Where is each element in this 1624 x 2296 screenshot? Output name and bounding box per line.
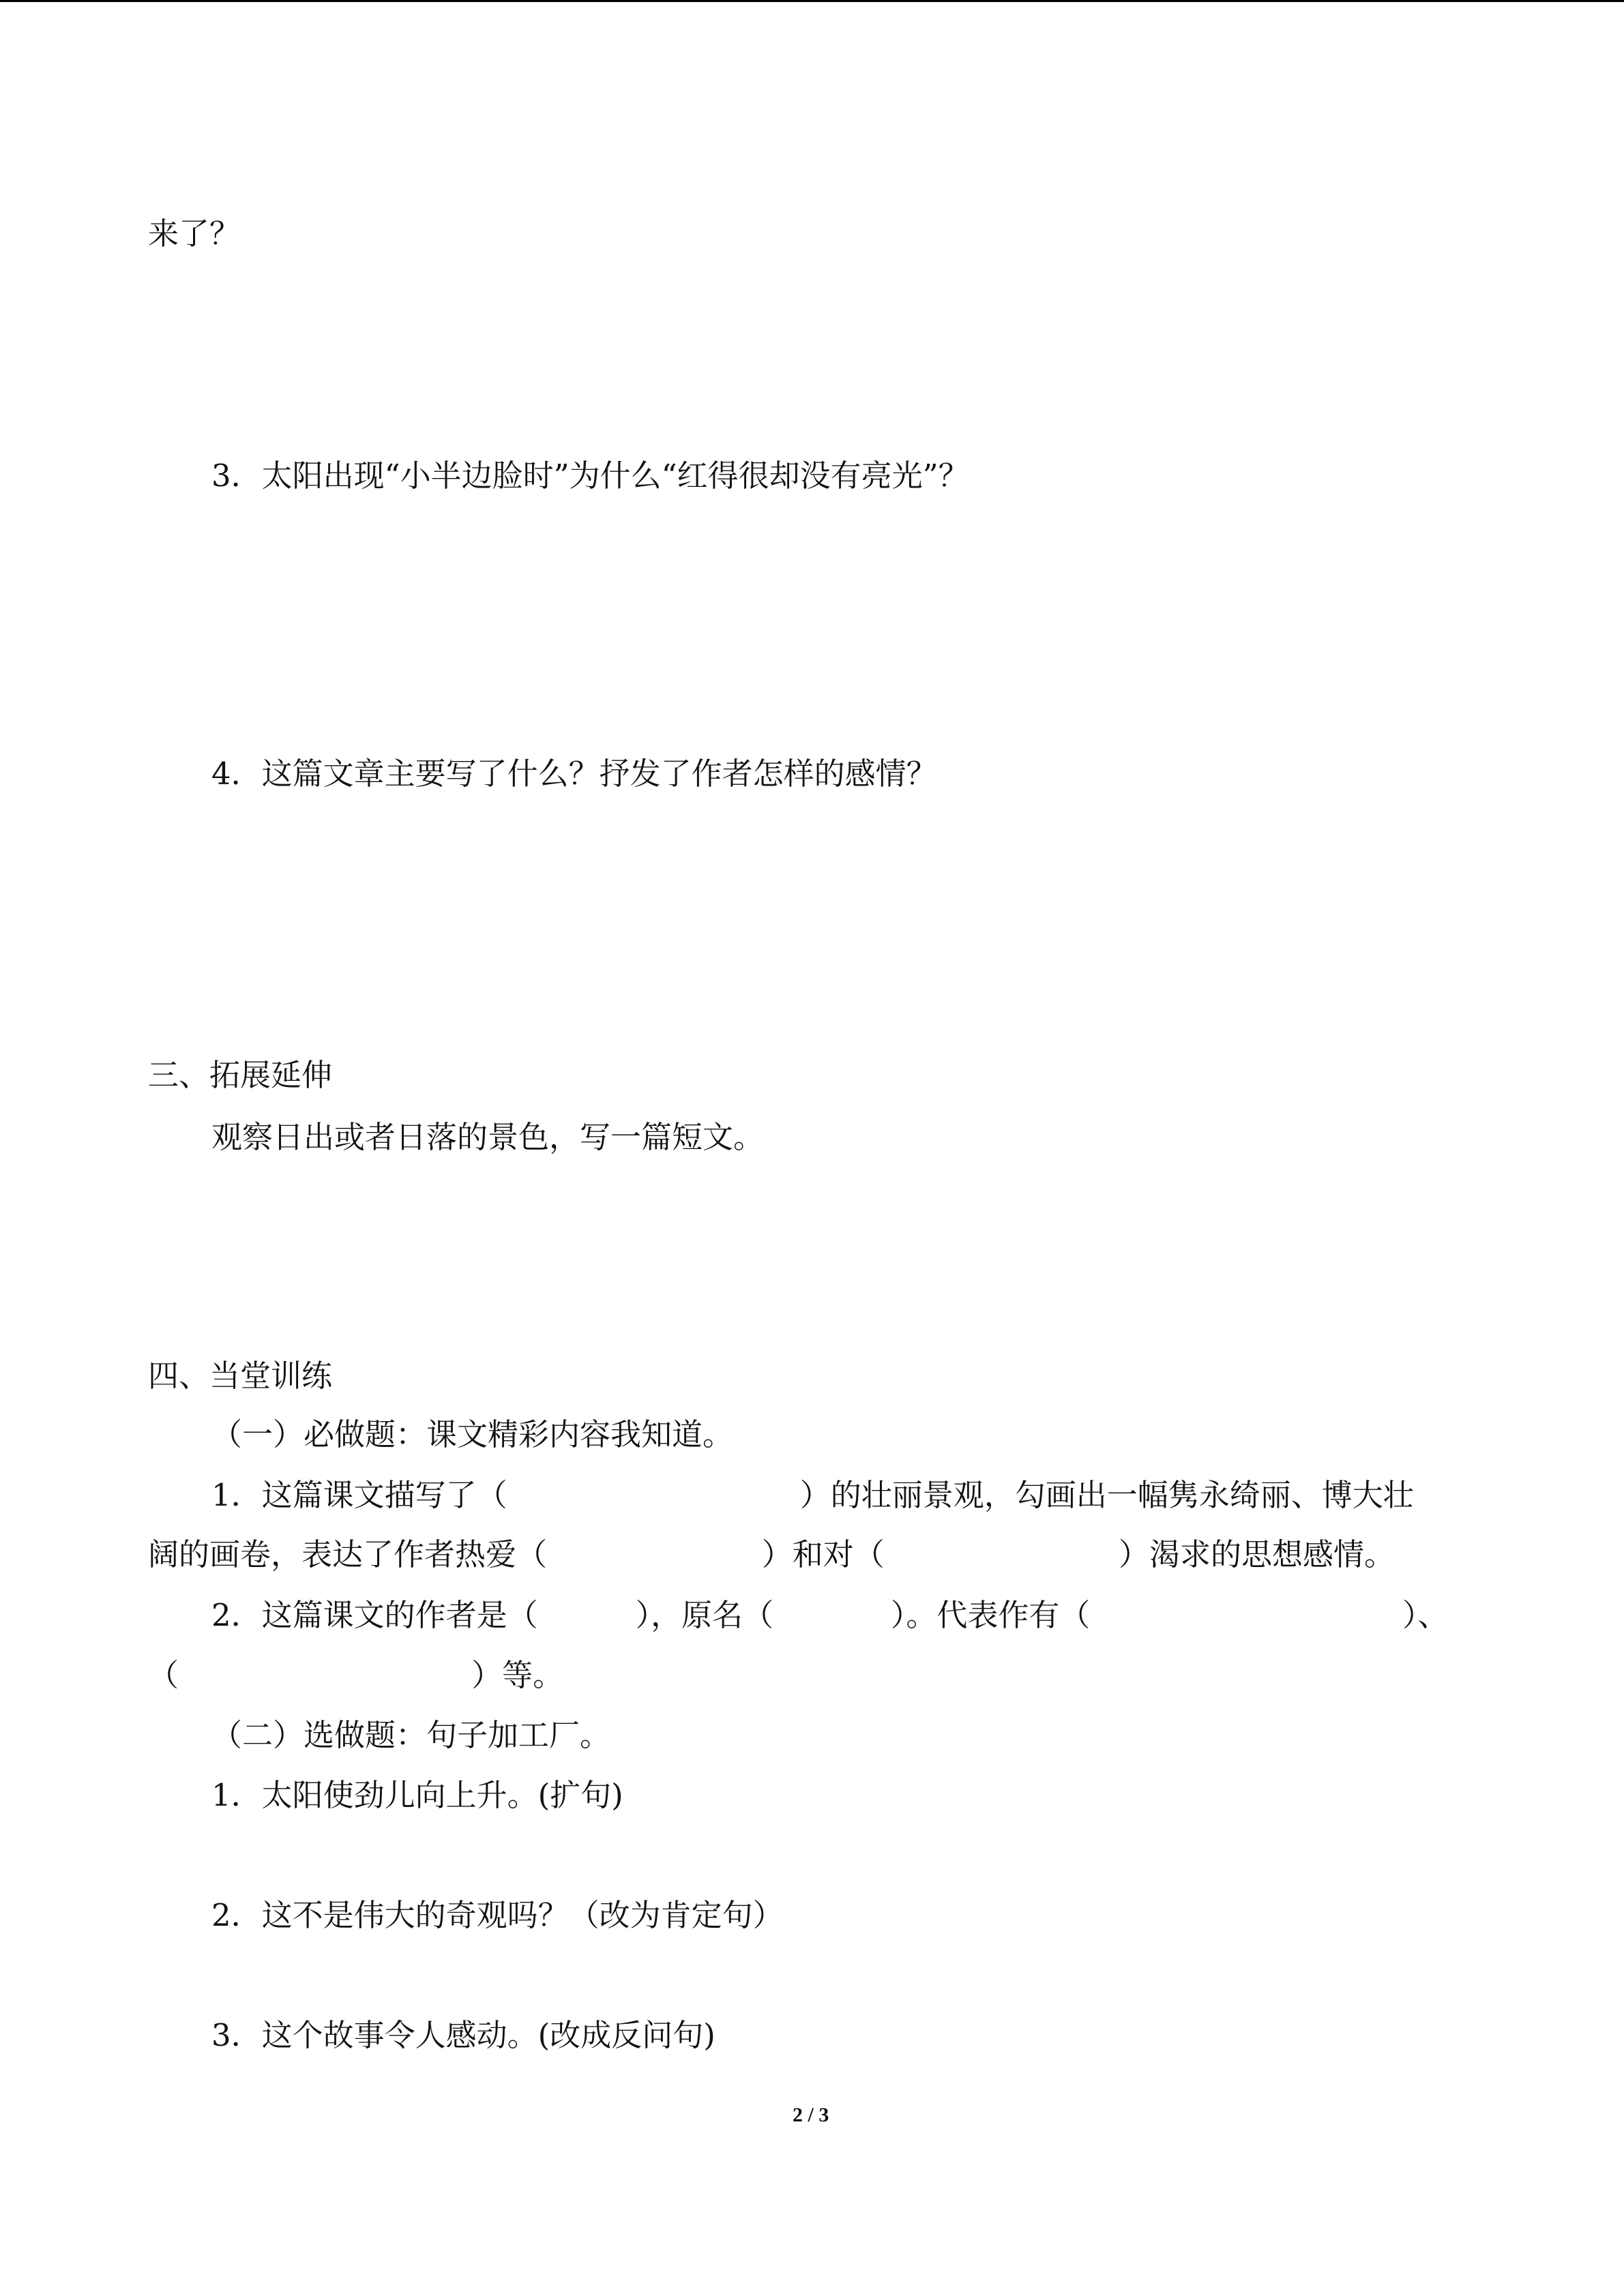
optional-q1: 1．太阳使劲儿向上升。(扩句) xyxy=(211,1777,623,1813)
optional-q3: 3．这个故事令人感动。(改成反问句) xyxy=(211,2017,715,2053)
required-heading: （一）必做题：课文精彩内容我知道。 xyxy=(211,1416,734,1452)
optional-heading: （二）选做题：句子加工厂。 xyxy=(211,1717,611,1753)
required-q2-line1: 2．这篇课文的作者是（ ），原名（ ）。代表作有（ ）、 xyxy=(211,1597,1449,1633)
required-q1-line1: 1．这篇课文描写了（ ）的壮丽景观，勾画出一幅隽永绮丽、博大壮 xyxy=(211,1477,1414,1513)
required-q1-line2: 阔的画卷，表达了作者热爱（ ）和对（ ）渴求的思想感情。 xyxy=(148,1536,1395,1572)
question-4: 4．这篇文章主要写了什么？抒发了作者怎样的感情？ xyxy=(211,756,937,792)
required-q2-line2: （ ）等。 xyxy=(148,1657,564,1693)
top-border-line xyxy=(0,0,1624,2)
continuation-text: 来了？ xyxy=(148,215,241,252)
section-3-title: 三、拓展延伸 xyxy=(148,1057,333,1093)
question-3: 3．太阳出现“小半边脸时”为什么“红得很却没有亮光”？ xyxy=(211,458,969,494)
page-number: 2 / 3 xyxy=(793,2104,829,2126)
optional-q2: 2．这不是伟大的奇观吗？（改为肯定句） xyxy=(211,1897,784,1933)
section-3-body: 观察日出或者日落的景色，写一篇短文。 xyxy=(211,1119,765,1155)
section-4-title: 四、当堂训练 xyxy=(148,1358,333,1394)
